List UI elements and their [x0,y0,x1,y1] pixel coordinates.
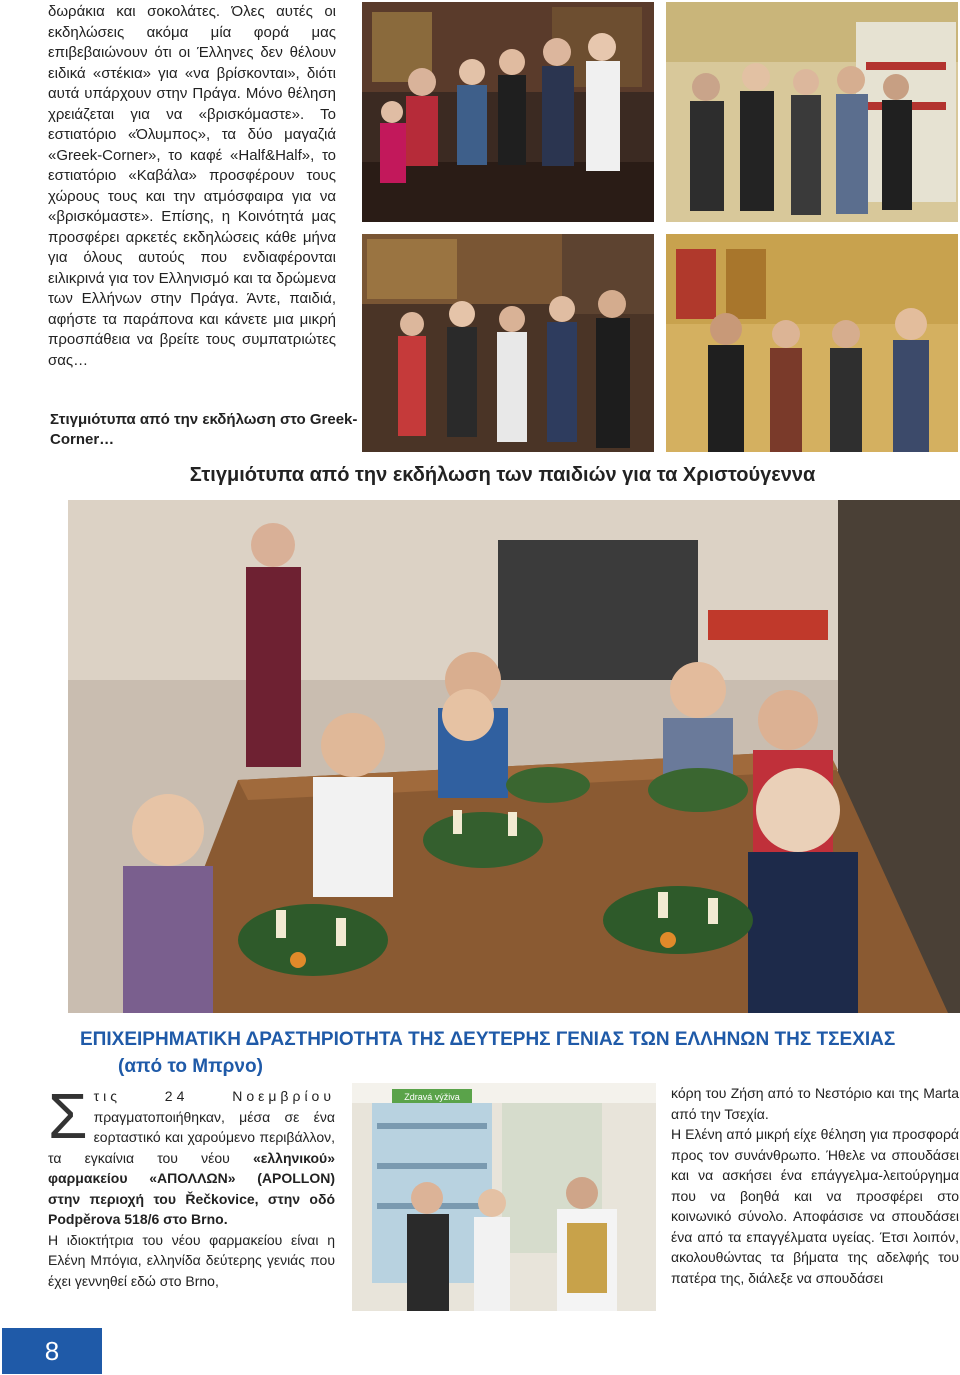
section-title-line-2: (από το Μπρνο) [118,1056,263,1077]
photo-greek-corner-group-3 [362,234,654,452]
section-title [80,1026,940,1080]
photo-children-christmas-event [68,500,960,1013]
drop-cap: Σ [48,1080,88,1152]
photo-greek-corner-group-1 [362,2,654,222]
pharmacy-sign: Zdravá výživa [404,1092,460,1102]
photo-greek-corner-group-2 [666,2,958,222]
article-right-column [671,1083,959,1288]
article-right-paragraph-1: κόρη του Ζήση από το Νεστόριο και της Marta από την Τσεχία. [671,1085,959,1122]
left-column-paragraph: δωράκια και σοκολάτες. Όλες αυτές οι εκδηλώσεις ακόμα μία φορά μας επιβεβαιώνουν ότι οι Έλληνες δεν θέλουν ειδικά «στέκια» για «να βρίσκονται», διότι αυτά υπάρχουν στην Πράγα. Μόνο θέληση χρειάζεται για να «βρισκόμαστε». Το εστιατόριο «Όλυμπος», τα δύο μαγαζιά «Greek-Corner», το καφέ «Half&Half», το εστιατόριο «Καβάλα» προσφέρουν τους χώρους τους και την ατμόσφαιρα για να «βρισκόμαστε». Επίσης, η Κοινότητά μας προσφέρει αρκετές εκδηλώσεις κάθε μήνα για όλους αυτούς που ενδιαφέρονται ειλικρινά για τον Ελληνισμό και τα δρώμενα των Ελλήνων στην Πράγα. Άντε, παιδιά, αφήστε τα παράπονα και κάνετε μια μικρή προσπάθεια να βρείτε τους συμπατριώτες σας… [48,3,336,369]
article-right-paragraph-2: Η Ελένη από μικρή είχε θέληση για προσφορά προς τον συνάνθρωπο. Ήθελε να σπουδάσει και να ασκήσει ένα επάγγελμα-λειτούργημα που να βοηθά και να προσφέρει στο κοινωνικό σύνολο. Αποφάσισε να σπουδάσει ένα από τα επαγγέλματα υγείας. Έτσι λοιπόν, ακολουθώντας τα βήματα της αδελφής του πατέρα της, διάλεξε να σπουδάσει [671,1126,959,1286]
left-column-text [48,2,336,371]
photo-pharmacy-opening [352,1083,656,1311]
article-intro-text: πραγματοποιήθηκαν, μέσα σε ένα εορταστικό και χαρούμενο περιβάλλον, τα εγκαίνια του νέου [48,1108,335,1166]
page-number: 8 [2,1328,102,1374]
christmas-event-caption: Στιγμιότυπα από την εκδήλωση των παιδιών για τα Χριστούγεννα [189,464,816,486]
photo-greek-corner-group-4 [666,234,958,452]
article-intro-date: τις 24 Νοεμβρίου [93,1088,335,1104]
article-paragraph-2: Η ιδιοκτήτρια του νέου φαρμακείου είναι η Ελένη Μπόγια, ελληνίδα δεύτερης γενιάς που έχει γεννηθεί εδώ στο Brno, [48,1231,335,1289]
article-left-column [48,1080,335,1291]
article-intro-bold: «ελληνικού» φαρμακείου «ΑΠΟΛΛΩΝ» (APOLLON) στην περιοχή του Řečkovice, στην οδό Podpěrova 518/6 στο Brno. [48,1149,335,1227]
section-title-line-1: ΕΠΙΧΕΙΡΗΜΑΤΙΚΗ ΔΡΑΣΤΗΡΙΟΤΗΤΑ ΤΗΣ ΔΕΥΤΕΡΗΣ ΓΕΝΙΑΣ ΤΩΝ ΕΛΛΗΝΩΝ ΤΗΣ ΤΣΕΧΙΑΣ [80,1029,896,1050]
article-intro [48,1080,335,1230]
greek-corner-caption: Στιγμιότυπα από την εκδήλωση στο Greek-Corner… [50,411,358,448]
